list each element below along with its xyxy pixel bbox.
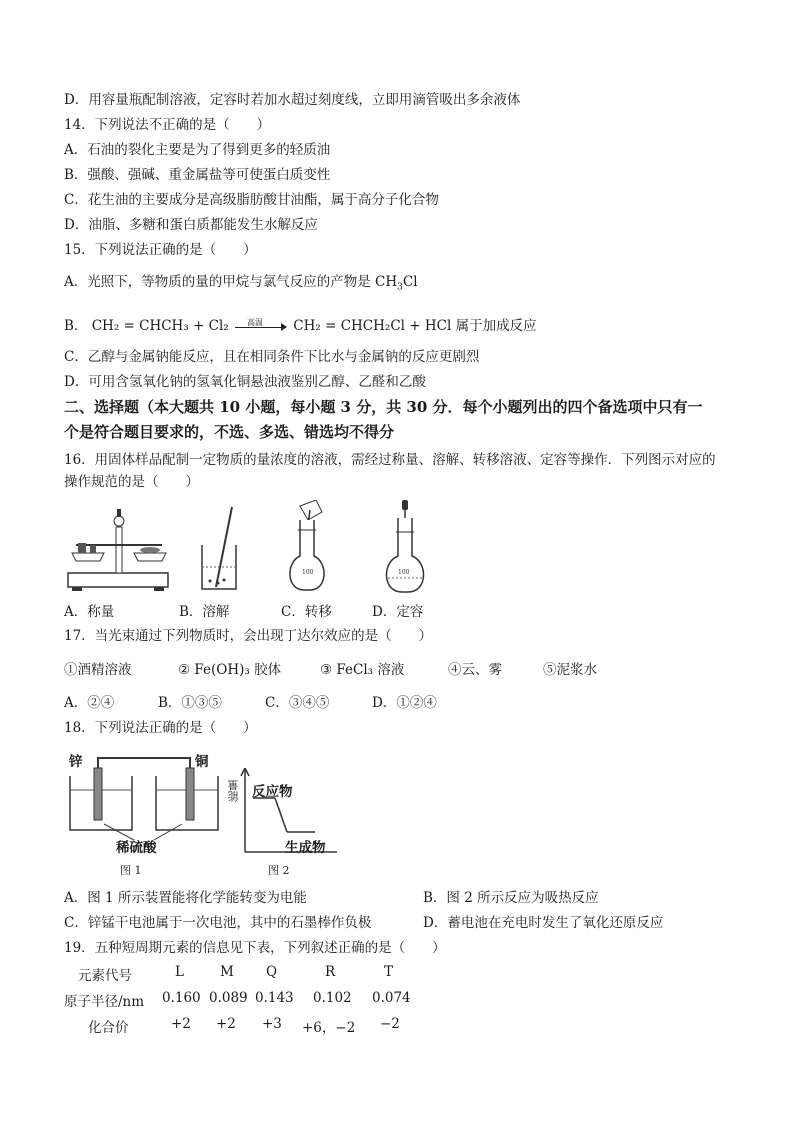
q17-stem: 17．当光束通过下列物质时，会出现丁达尔效应的是（ ） [64, 628, 433, 644]
q17-item-1: ①酒精溶液 [64, 662, 132, 678]
table-radius-label: 原子半径/nm [64, 994, 145, 1010]
q15b-products: CH₂ = CHCH₂Cl + HCl 属于加成反应 [293, 318, 537, 334]
q16-option-d: D．定容 [372, 604, 424, 620]
q17-option-c: C．③④⑤ [265, 695, 330, 711]
q15-stem: 15．下列说法正确的是（ ） [64, 242, 257, 258]
q15-option-c: C．乙醇与金属钠能反应，且在相同条件下比水与金属钠的反应更剧烈 [64, 349, 480, 365]
q17-item-3: ③ FeCl₃ 溶液 [320, 662, 405, 678]
q14-option-a: A．石油的裂化主要是为了得到更多的轻质油 [64, 142, 331, 158]
q14-option-b: B．强酸、强碱、重金属盐等可使蛋白质变性 [64, 167, 331, 183]
q16-stem-line1: 16．用固体样品配制一定物质的量浓度的溶液，需经过称量、溶解、转移溶液、定容等操作．下列图示对应的 [64, 452, 716, 468]
q17-option-a: A．②④ [64, 695, 115, 711]
q18-option-c: C．锌锰干电池属于一次电池，其中的石墨棒作负极 [64, 915, 372, 931]
reactant-label: 反应物 [252, 784, 293, 800]
section2-heading-line1: 二、选择题（本大题共 10 小题，每小题 3 分，共 30 分．每个小题列出的四个备选项中只有一 [64, 398, 703, 416]
q18-option-a: A．图 1 所示装置能将化学能转变为电能 [64, 890, 307, 906]
q17-item-5: ⑤泥浆水 [543, 662, 597, 678]
reaction-arrow-icon [235, 317, 287, 333]
product-label: 生成物 [285, 840, 326, 856]
table-valence-r: +6，−2 [302, 1020, 356, 1036]
table-valence-l: +2 [171, 1016, 191, 1032]
q15b-reactants: CH₂ = CHCH₃ + Cl₂ [91, 318, 229, 334]
dilute-sulfuric-acid-label: 稀硫酸 [116, 840, 157, 856]
table-radius-m: 0.089 [209, 990, 248, 1006]
table-valence-q: +3 [262, 1016, 282, 1032]
q14-option-d: D．油脂、多糖和蛋白质都能发生水解反应 [64, 217, 318, 233]
q18-stem: 18．下列说法正确的是（ ） [64, 720, 257, 736]
q15a-cl: Cl [402, 274, 418, 290]
table-header-l: L [175, 964, 184, 980]
q18-option-b: B．图 2 所示反应为吸热反应 [423, 890, 599, 906]
table-header-t: T [384, 964, 394, 980]
section2-heading-line2: 个是符合题目要求的，不选、多选、错选均不得分 [64, 423, 395, 441]
table-valence-label: 化合价 [88, 1020, 129, 1036]
q15b-label: B． [64, 318, 88, 334]
table-radius-t: 0.074 [372, 990, 411, 1006]
figure1-caption: 图 1 [120, 864, 142, 877]
table-valence-t: −2 [380, 1016, 400, 1032]
q15a-subscript: 3 [397, 282, 403, 293]
table-header-q: Q [266, 964, 278, 980]
balance-scale-figure [64, 505, 174, 595]
copper-label: 铜 [195, 754, 209, 770]
energy-axis-label: 能量 [227, 780, 240, 802]
table-header-r: R [325, 964, 336, 980]
q16-stem-line2: 操作规范的是（ ） [64, 474, 199, 490]
svg-text:100: 100 [398, 569, 410, 576]
table-header-m: M [220, 964, 234, 980]
q14-option-c: C．花生油的主要成分是高级脂肪酸甘油酯，属于高分子化合物 [64, 192, 439, 208]
table-valence-m: +2 [216, 1016, 236, 1032]
volumetric-flask-dilution-figure [380, 500, 430, 595]
q17-item-4: ④云、雾 [448, 662, 502, 678]
table-radius-l: 0.160 [162, 990, 201, 1006]
volumetric-flask-transfer-figure [280, 500, 340, 595]
q16-option-b: B．溶解 [179, 604, 230, 620]
q17-option-b: B．①③⑤ [158, 695, 222, 711]
beaker-dissolve-figure [196, 505, 244, 595]
table-radius-q: 0.143 [255, 990, 294, 1006]
q17-item-2: ② Fe(OH)₃ 胶体 [178, 662, 282, 678]
q13-option-d: D．用容量瓶配制溶液，定容时若加水超过刻度线，立即用滴管吸出多余液体 [64, 92, 521, 108]
q16-option-c: C．转移 [281, 604, 332, 620]
q14-stem: 14．下列说法不正确的是（ ） [64, 117, 271, 133]
table-header-code: 元素代号 [78, 968, 132, 984]
q16-option-a: A．称量 [64, 604, 115, 620]
figure2-caption: 图 2 [268, 864, 290, 877]
q17-option-d: D．①②④ [372, 695, 437, 711]
q15-option-d: D．可用含氢氧化钠的氢氧化铜悬浊液鉴别乙醇、乙醛和乙酸 [64, 374, 426, 390]
q19-stem: 19．五种短周期元素的信息见下表，下列叙述正确的是（ ） [64, 940, 446, 956]
q18-option-d: D．蓄电池在充电时发生了氧化还原反应 [423, 915, 664, 931]
q15a-text: A．光照下，等物质的量的甲烷与氯气反应的产物是 CH [64, 274, 398, 290]
q15-option-b [64, 316, 537, 336]
table-radius-r: 0.102 [313, 990, 352, 1006]
q15-option-a [64, 272, 418, 298]
zinc-label: 锌 [69, 754, 83, 770]
svg-text:100: 100 [302, 569, 314, 576]
reaction-condition: 高温 [247, 317, 263, 327]
